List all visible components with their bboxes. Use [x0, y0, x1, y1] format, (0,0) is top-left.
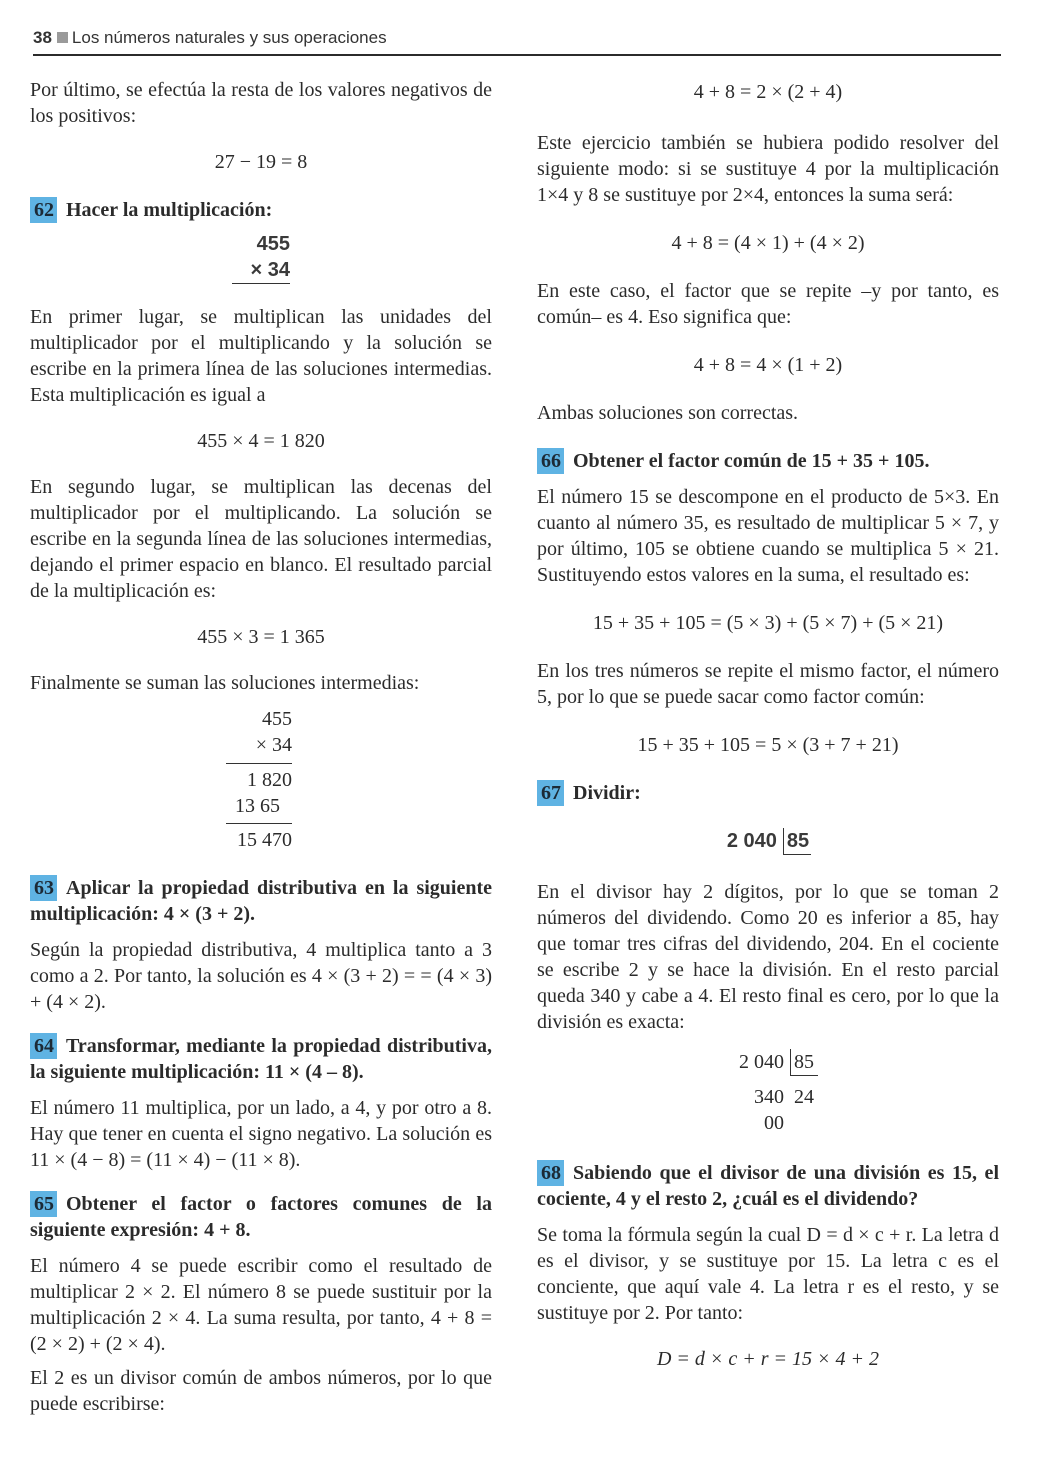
- paragraph: En los tres números se repite el mismo factor, el número 5, por lo que se puede sacar como factor común:: [537, 660, 999, 708]
- equation: 15 + 35 + 105 = 5 × (3 + 7 + 21): [637, 734, 899, 756]
- rule-line: [226, 823, 292, 824]
- rule-line: [226, 763, 292, 764]
- section-title: Los números naturales y sus operaciones: [71, 28, 387, 47]
- paragraph: Por último, se efectúa la resta de los valores negativos de los positivos:: [30, 79, 492, 127]
- division-bracket: [722, 1049, 818, 1136]
- rule-line: [232, 283, 290, 284]
- exercise-63-heading: [30, 875, 492, 927]
- right-column: [537, 75, 999, 1372]
- exercise-title: Aplicar la propiedad distributiva en la siguiente multiplicación: 4 × (3 + 2).: [30, 877, 492, 925]
- exercise-title: Dividir:: [573, 782, 641, 804]
- equation: 455 × 3 = 1 365: [197, 626, 325, 648]
- partial-remainder: 340: [754, 1086, 784, 1108]
- paragraph: Ambas soluciones son correctas.: [537, 402, 799, 424]
- exercise-title: Obtener el factor común de 15 + 35 + 105.: [573, 450, 930, 472]
- paragraph: Se toma la fórmula según la cual D = d × c + r. La letra d es el divisor, y se sustituye por 15. La letra c es el conciente, que aquí vale 4. La letra r es el resto, y se sustituye por 2. Por tanto:: [537, 1224, 999, 1324]
- exercise-title: Hacer la multiplicación:: [66, 199, 273, 221]
- equation: 4 + 8 = (4 × 1) + (4 × 2): [671, 232, 865, 254]
- paragraph: El 2 es un divisor común de ambos números, por lo que puede escribirse:: [30, 1367, 492, 1415]
- exercise-number: 65: [30, 1191, 57, 1217]
- exercise-68-heading: [537, 1160, 999, 1212]
- partial-product: 1 820: [247, 769, 292, 791]
- division-setup: [537, 828, 999, 855]
- equation: 455 × 4 = 1 820: [197, 430, 325, 452]
- equation: 27 − 19 = 8: [214, 151, 308, 173]
- header-square-icon: [57, 32, 68, 43]
- page-number: 38: [33, 28, 52, 47]
- exercise-title: Sabiendo que el divisor de una división es 15, el cociente, 4 y el resto 2, ¿cuál es el dividendo?: [537, 1162, 999, 1210]
- paragraph: En primer lugar, se multiplican las unidades del multiplicador por el multiplicando y la solución se escribe en la primera línea de las soluciones intermedias. Esta multiplicación es igual a: [30, 306, 492, 406]
- equation: 4 + 8 = 4 × (1 + 2): [693, 354, 843, 376]
- exercise-title: Obtener el factor o factores comunes de la siguiente expresión: 4 + 8.: [30, 1193, 492, 1241]
- paragraph: En el divisor hay 2 dígitos, por lo que se toman 2 números del dividendo. Como 20 es inferior a 85, hay que tomar tres cifras del dividendo, 204. En el cociente se escribe 2 y se hace la división. En el resto parcial queda 340 y cabe a 4. El resto final es cero, por lo que la división es exacta:: [537, 881, 999, 1033]
- multiplier: × 34: [250, 259, 290, 281]
- divisor: 85: [790, 1049, 818, 1076]
- multiplication-full: [226, 706, 292, 853]
- exercise-number: 63: [30, 875, 57, 901]
- product-result: 15 470: [237, 829, 292, 851]
- paragraph: Finalmente se suman las soluciones intermedias:: [30, 672, 420, 694]
- multiplicand: 455: [256, 233, 290, 255]
- paragraph: El número 11 multiplica, por un lado, a 4, y por otro a 8. Hay que tener en cuenta el signo negativo. La solución es 11 × (4 − 8) = (11 × 4) − (11 × 8).: [30, 1097, 492, 1171]
- exercise-66-heading: [537, 448, 999, 474]
- equation: 15 + 35 + 105 = (5 × 3) + (5 × 7) + (5 × 21): [592, 612, 944, 634]
- dividend: 2 040: [739, 1051, 784, 1073]
- multiplication-setup: [232, 231, 290, 284]
- page-header: [33, 28, 1001, 56]
- exercise-62-heading: [30, 197, 492, 223]
- exercise-title: Transformar, mediante la propiedad distributiva, la siguiente multiplicación: 11 × (4 – 8).: [30, 1035, 492, 1083]
- left-column: [30, 75, 492, 1417]
- paragraph: En segundo lugar, se multiplican las decenas del multiplicador por el multiplicando. La solución se escribe en la segunda línea de las soluciones intermedias, dejando el primer espacio en blanco. El resultado parcial de la multiplicación es:: [30, 476, 492, 602]
- exercise-number: 67: [537, 780, 564, 806]
- paragraph: Según la propiedad distributiva, 4 multiplica tanto a 3 como a 2. Por tanto, la solución es 4 × (3 + 2) = = (4 × 3) + (4 × 2).: [30, 939, 492, 1013]
- paragraph: En este caso, el factor que se repite –y por tanto, es común– es 4. Eso significa que:: [537, 280, 999, 328]
- partial-product: 13 65: [235, 795, 280, 817]
- quotient: 24: [794, 1086, 814, 1108]
- equation: D = d × c + r = 15 × 4 + 2: [656, 1348, 880, 1370]
- exercise-number: 66: [537, 448, 564, 474]
- exercise-65-heading: [30, 1191, 492, 1243]
- final-remainder: 00: [764, 1112, 784, 1134]
- equation: 4 + 8 = 2 × (2 + 4): [693, 81, 843, 103]
- exercise-number: 68: [537, 1160, 564, 1186]
- division-full: [537, 1049, 999, 1136]
- exercise-number: 62: [30, 197, 57, 223]
- paragraph: El número 4 se puede escribir como el resultado de multiplicar 2 × 2. El número 8 se puede sustituir por la multiplicación 2 × 4. La suma resulta, por tanto, 4 + 8 = (2 × 2) + (2 × 4).: [30, 1255, 492, 1355]
- paragraph: Este ejercicio también se hubiera podido resolver del siguiente modo: si se sustituye 4 por la multiplicación 1×4 y 8 se sustituye por 2×4, entonces la suma será:: [537, 132, 999, 206]
- division-bracket: [727, 828, 811, 855]
- divisor: 85: [783, 828, 811, 855]
- paragraph: El número 15 se descompone en el producto de 5×3. En cuanto al número 35, es resultado de multiplicar 5 × 7, y por último, 105 se obtiene cuando se multiplica 5 × 21. Sustituyendo estos valores en la suma, el resultado es:: [537, 486, 999, 586]
- multiplicand: 455: [262, 708, 292, 730]
- multiplier: × 34: [255, 734, 292, 756]
- exercise-number: 64: [30, 1033, 57, 1059]
- exercise-64-heading: [30, 1033, 492, 1085]
- exercise-67-heading: [537, 780, 999, 806]
- dividend: 2 040: [726, 830, 777, 852]
